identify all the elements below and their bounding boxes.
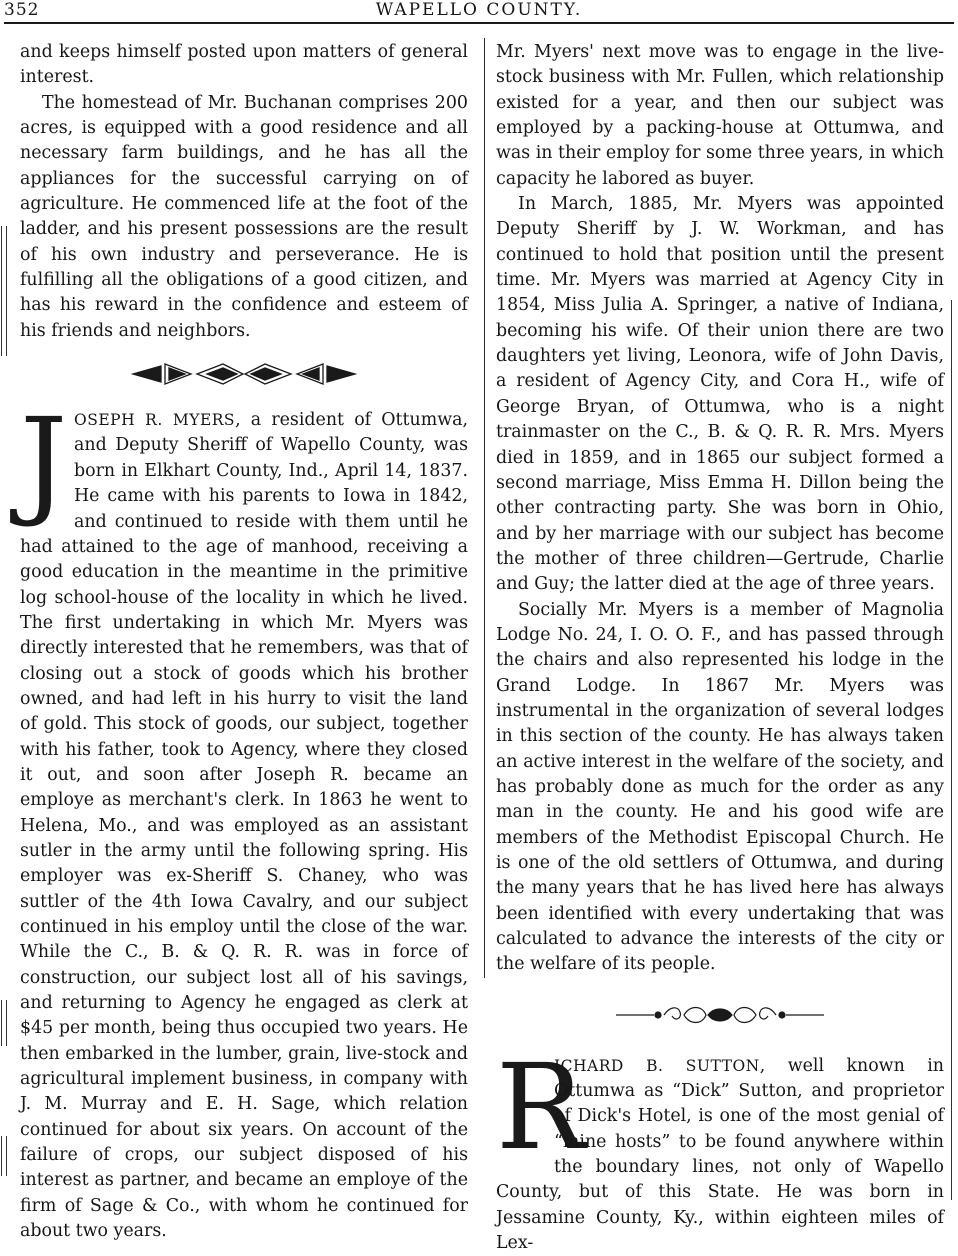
scan-edge-mark bbox=[1, 1000, 7, 1046]
paragraph: and keeps himself posted upon matters of general interest. bbox=[20, 42, 468, 88]
subject-name: ICHARD B. SUTTON bbox=[554, 1056, 760, 1075]
paragraph: The homestead of Mr. Buchanan comprises 200 acres, is equipped with a good residence and all necessary farm buildings, and he has all the appliances for the successful carrying on of agriculture. He commenced life at the foot of the ladder, and his present possessions are the result of his own industry and perseverance. He is fulfilling all the obligations of a good citizen, and has his reward in the confidence and esteem of his friends and neighbors. bbox=[20, 92, 468, 341]
ornament-divider bbox=[614, 1002, 826, 1028]
biography-text: , well known in Ottumwa as “Dick” Sutton, and proprietor of Dick's Hotel, is one of the most genial of “mine hosts” to be found anywhere within the boundary lines, not only of Wapello County, but of this State. He was born in Jessamine County, Ky., within eighteen miles of Lex- bbox=[496, 1055, 944, 1254]
scan-edge-mark bbox=[951, 300, 956, 1200]
drop-cap-initial: J bbox=[20, 392, 68, 531]
biography-myers bbox=[20, 392, 469, 1244]
running-title: WAPELLO COUNTY. bbox=[375, 0, 583, 20]
paragraph: In March, 1885, Mr. Myers was appointed Deputy Sheriff by J. W. Workman, and has continued to hold that position until the present time. Mr. Myers was married at Agency City in 1854, Miss Julia A. Springer, a native of Indiana, becoming his wife. Of their union there are two daughters yet living, Leonora, wife of John Davis, a resident of Agency City, and Cora H., wife of George Bryan, of Ottumwa, who is a night trainmaster on the C., B. & Q. R. R. Mrs. Myers died in 1859, and in 1865 our subject formed a second marriage, Miss Emma H. Dillon being the other contracting party. She was born in Ohio, and by her marriage with our subject has become the mother of three children—Gertrude, Charlie and Guy; the latter died at the age of three years. bbox=[496, 194, 944, 595]
page-header bbox=[0, 0, 958, 22]
left-column bbox=[20, 40, 468, 1244]
scan-edge-mark bbox=[1, 1136, 7, 1176]
right-column bbox=[496, 40, 944, 1256]
subject-name: OSEPH R. MYERS bbox=[74, 411, 236, 430]
header-rule bbox=[4, 22, 954, 24]
ornament-divider bbox=[131, 360, 357, 388]
paragraph: Socially Mr. Myers is a member of Magnolia Lodge No. 24, I. O. O. F., and has passed through the chairs and also represented his lodge in the Grand Lodge. In 1867 Mr. Myers was instrumental in the organization of several lodges in this section of the county. He has always taken an active interest in the welfare of the society, and has probably done as much for the order as any man in the county. He and his good wife are members of the Methodist Episcopal Church. He is one of the old settlers of Ottumwa, and during the many years that he has lived here has always been identified with every undertaking that was calculated to advance the interests of the city or the welfare of its people. bbox=[496, 599, 944, 975]
drop-cap-initial: R bbox=[496, 1037, 585, 1176]
column-divider bbox=[484, 38, 485, 978]
biography-sutton bbox=[496, 1037, 944, 1256]
biography-text: , a resident of Ottumwa, and Deputy Sheriff of Wapello County, was born in Elkhart County, Ind., April 14, 1837. He came with his parents to Iowa in 1842, and continued to reside with them until he had attained to the age of manhood, receiving a good education in the meantime in the primitive log school-house of the locality in which he lived. The first undertaking in which Mr. Myers was directly interested that he remembers, was that of closing out a stock of goods which his brother owned, and had left in his hurry to visit the land of gold. This stock of goods, our subject, together with his father, took to Agency, where they closed it out, and soon after Joseph R. became an employe as merchant's clerk. In 1863 he went to Helena, Mo., and was employed as an assistant sutler in the army until the following spring. His employer was ex-Sheriff S. Chaney, who was suttler of the 4th Iowa Cavalry, and our subject continued in his employ until the close of the war. While the C., B. & Q. R. R. was in force of construction, our subject lost all of his savings, and returning to Agency he engaged as clerk at $45 per month, being thus occupied two years. He then embarked in the lumber, grain, live-stock and agricultural implement business, in company with J. M. Murray and E. H. Sage, which relation continued for about six years. On account of the failure of crops, our subject disposed of his interest as partner, and became an employe of the firm of Sage & Co., with whom he continued for about two years. bbox=[20, 410, 469, 1242]
scan-edge-mark bbox=[1, 226, 7, 356]
page-number: 352 bbox=[4, 0, 40, 20]
paragraph: Mr. Myers' next move was to engage in the live-stock business with Mr. Fullen, which relationship existed for a year, and then our subject was employed by a packing-house at Ottumwa, and was in their employ for some three years, in which capacity he labored as buyer. bbox=[496, 42, 944, 189]
